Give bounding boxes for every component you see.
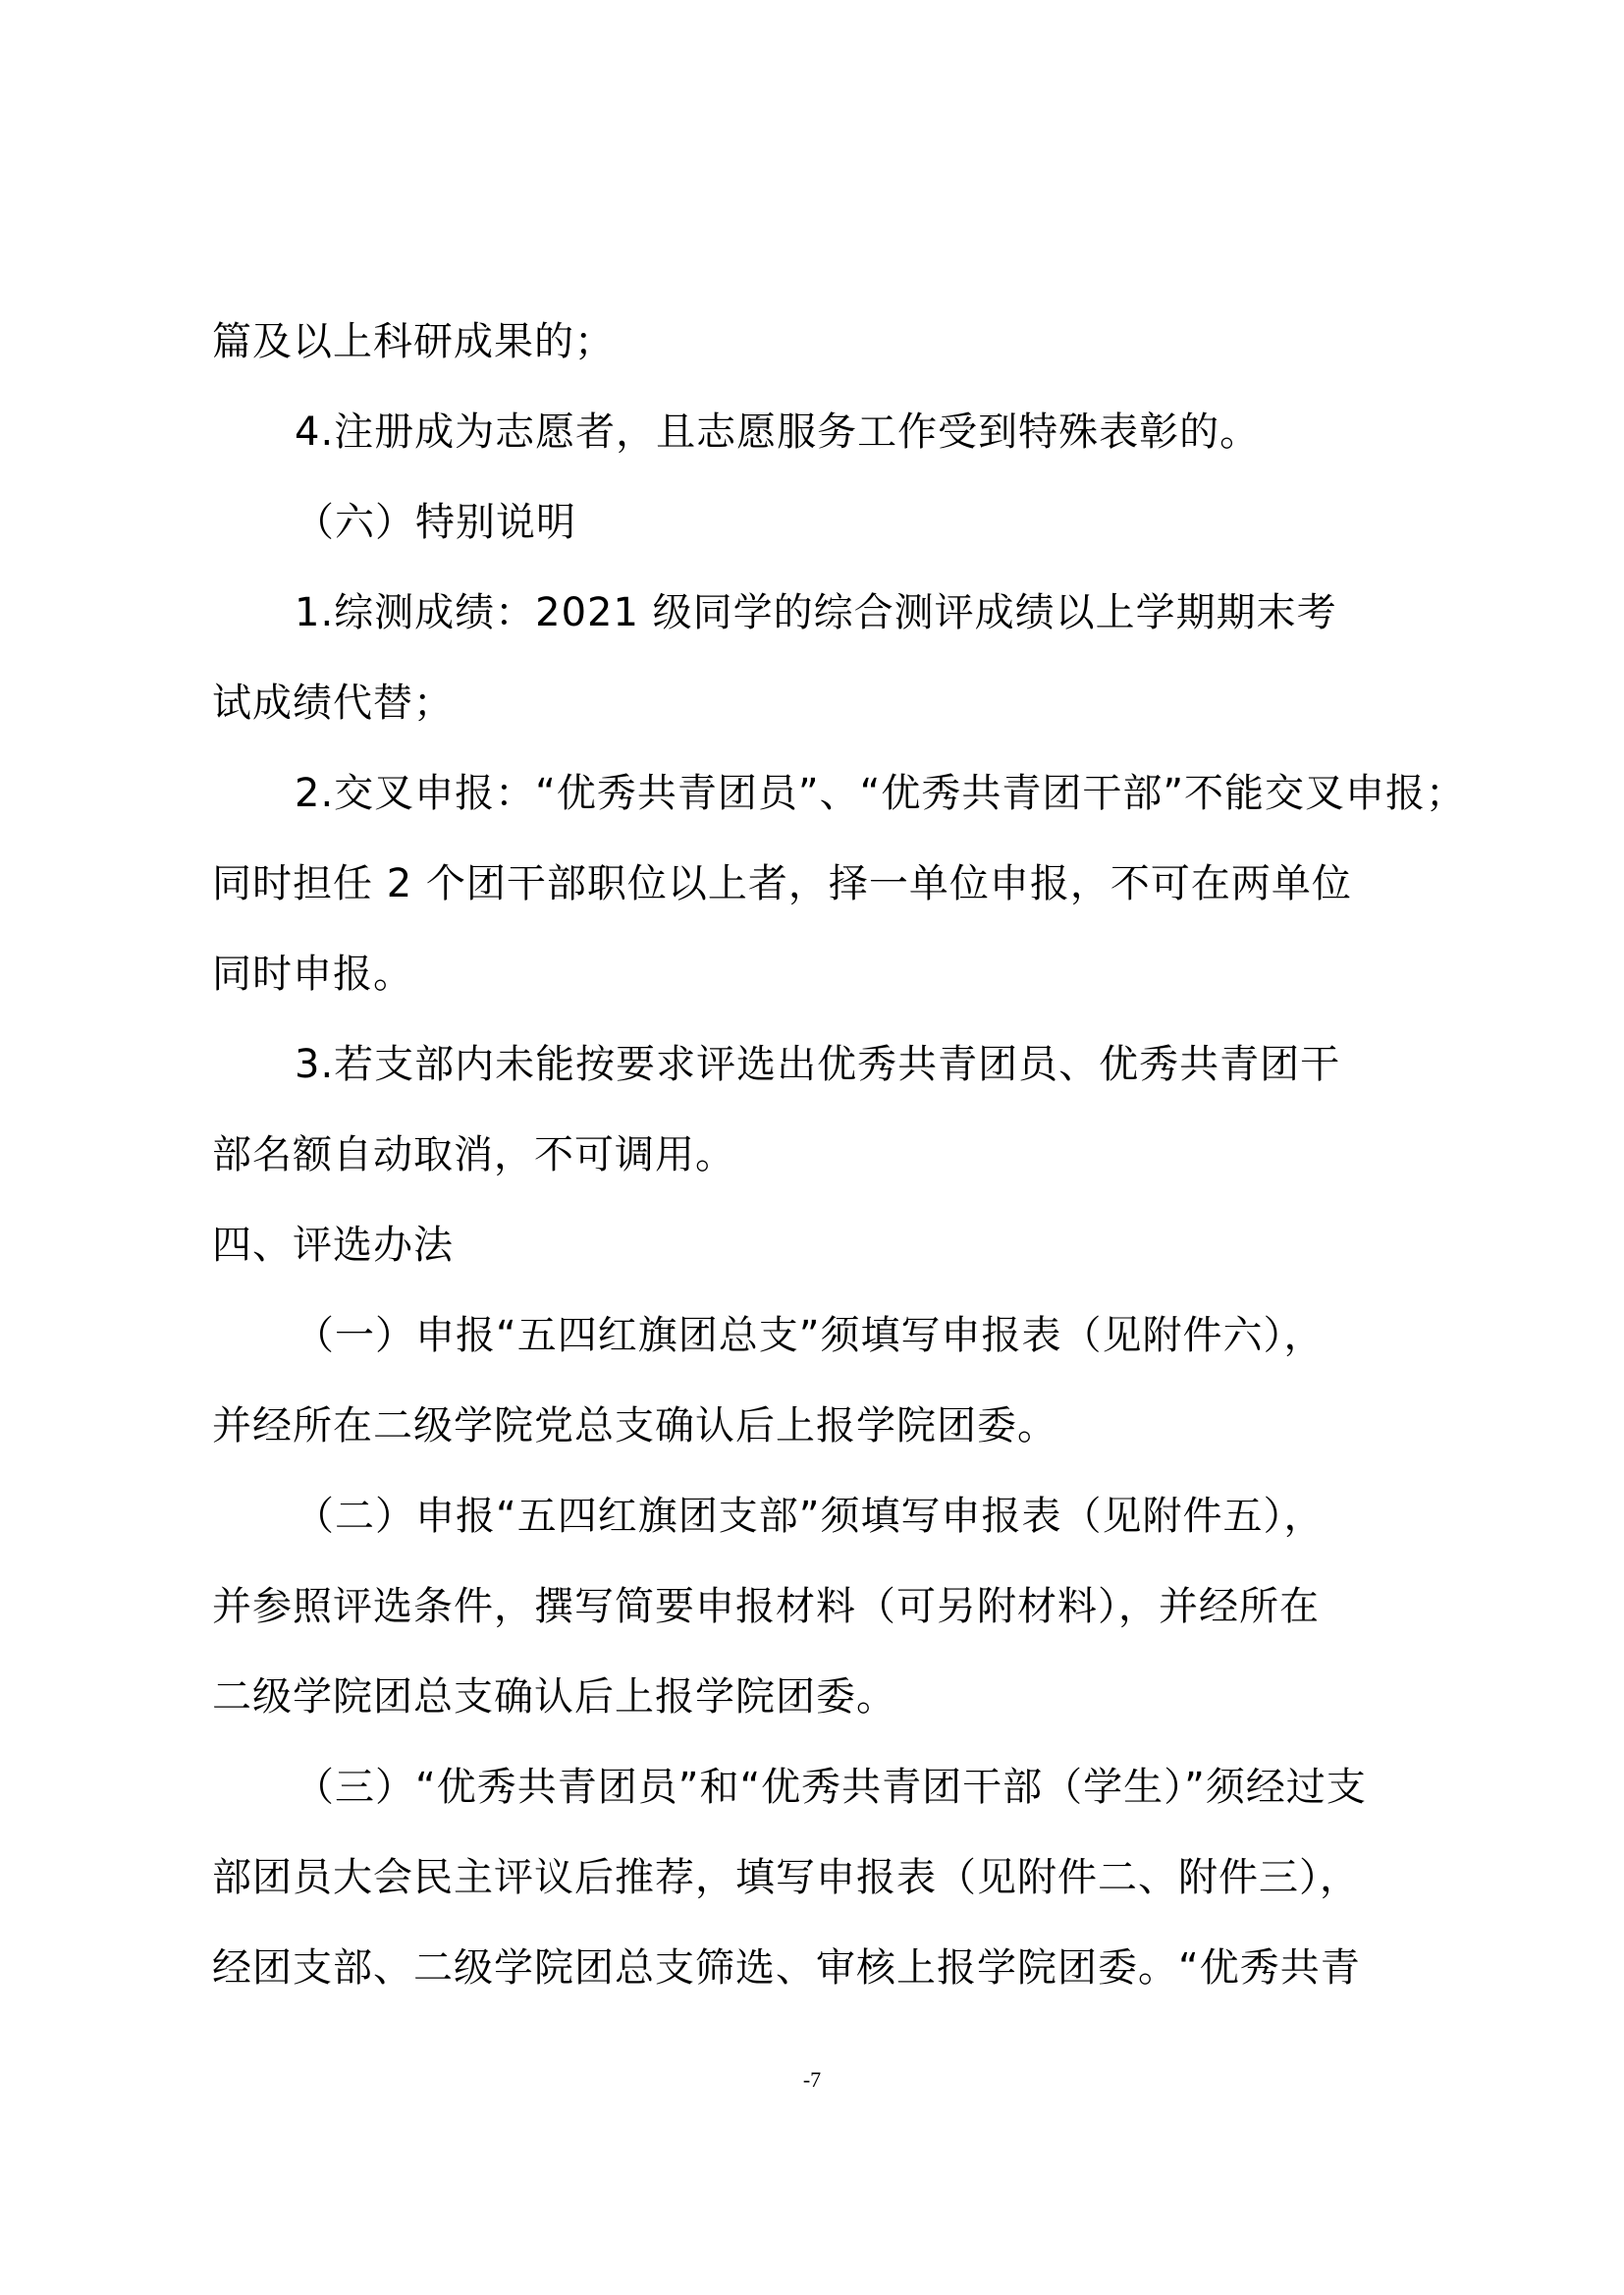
text-line-16: 二级学院团总支确认后上报学院团委。 xyxy=(212,1674,896,1720)
text-line-7: 同时担任 2 个团干部职位以上者，择一单位申报，不可在两单位 xyxy=(212,861,1352,906)
text-line-5: 试成绩代替； xyxy=(212,681,454,726)
page-number: -7 xyxy=(802,2067,822,2092)
section-heading-evaluation-method: 四、评选办法 xyxy=(212,1223,454,1268)
text-line-14: （二）申报“五四红旗团支部”须填写申报表（见附件五）， xyxy=(295,1494,1325,1539)
text-line-10: 部名额自动取消，不可调用。 xyxy=(212,1132,735,1177)
text-line-12: （一）申报“五四红旗团总支”须填写申报表（见附件六）， xyxy=(295,1313,1325,1358)
text-line-4: 1.综测成绩：2021 级同学的综合测评成绩以上学期期末考 xyxy=(295,590,1337,635)
text-line-18: 部团员大会民主评议后推荐，填写申报表（见附件二、附件三）， xyxy=(212,1855,1360,1900)
text-line-2: 4.注册成为志愿者，且志愿服务工作受到特殊表彰的。 xyxy=(295,410,1261,455)
text-line-17: （三）“优秀共青团员”和“优秀共青团干部（学生）”须经过支 xyxy=(295,1765,1367,1810)
text-line-6: 2.交叉申报：“优秀共青团员”、“优秀共青团干部”不能交叉申报； xyxy=(295,771,1467,816)
text-line-15: 并参照评选条件，撰写简要申报材料（可另附材料），并经所在 xyxy=(212,1584,1320,1629)
section-heading-special-notes: （六）特别说明 xyxy=(295,500,576,545)
text-line-8: 同时申报。 xyxy=(212,952,413,997)
text-line-13: 并经所在二级学院党总支确认后上报学院团委。 xyxy=(212,1403,1057,1448)
text-line-19: 经团支部、二级学院团总支筛选、审核上报学院团委。“优秀共青 xyxy=(212,1945,1361,1991)
text-line-1: 篇及以上科研成果的； xyxy=(212,319,615,364)
text-line-9: 3.若支部内未能按要求评选出优秀共青团员、优秀共青团干 xyxy=(295,1042,1341,1087)
